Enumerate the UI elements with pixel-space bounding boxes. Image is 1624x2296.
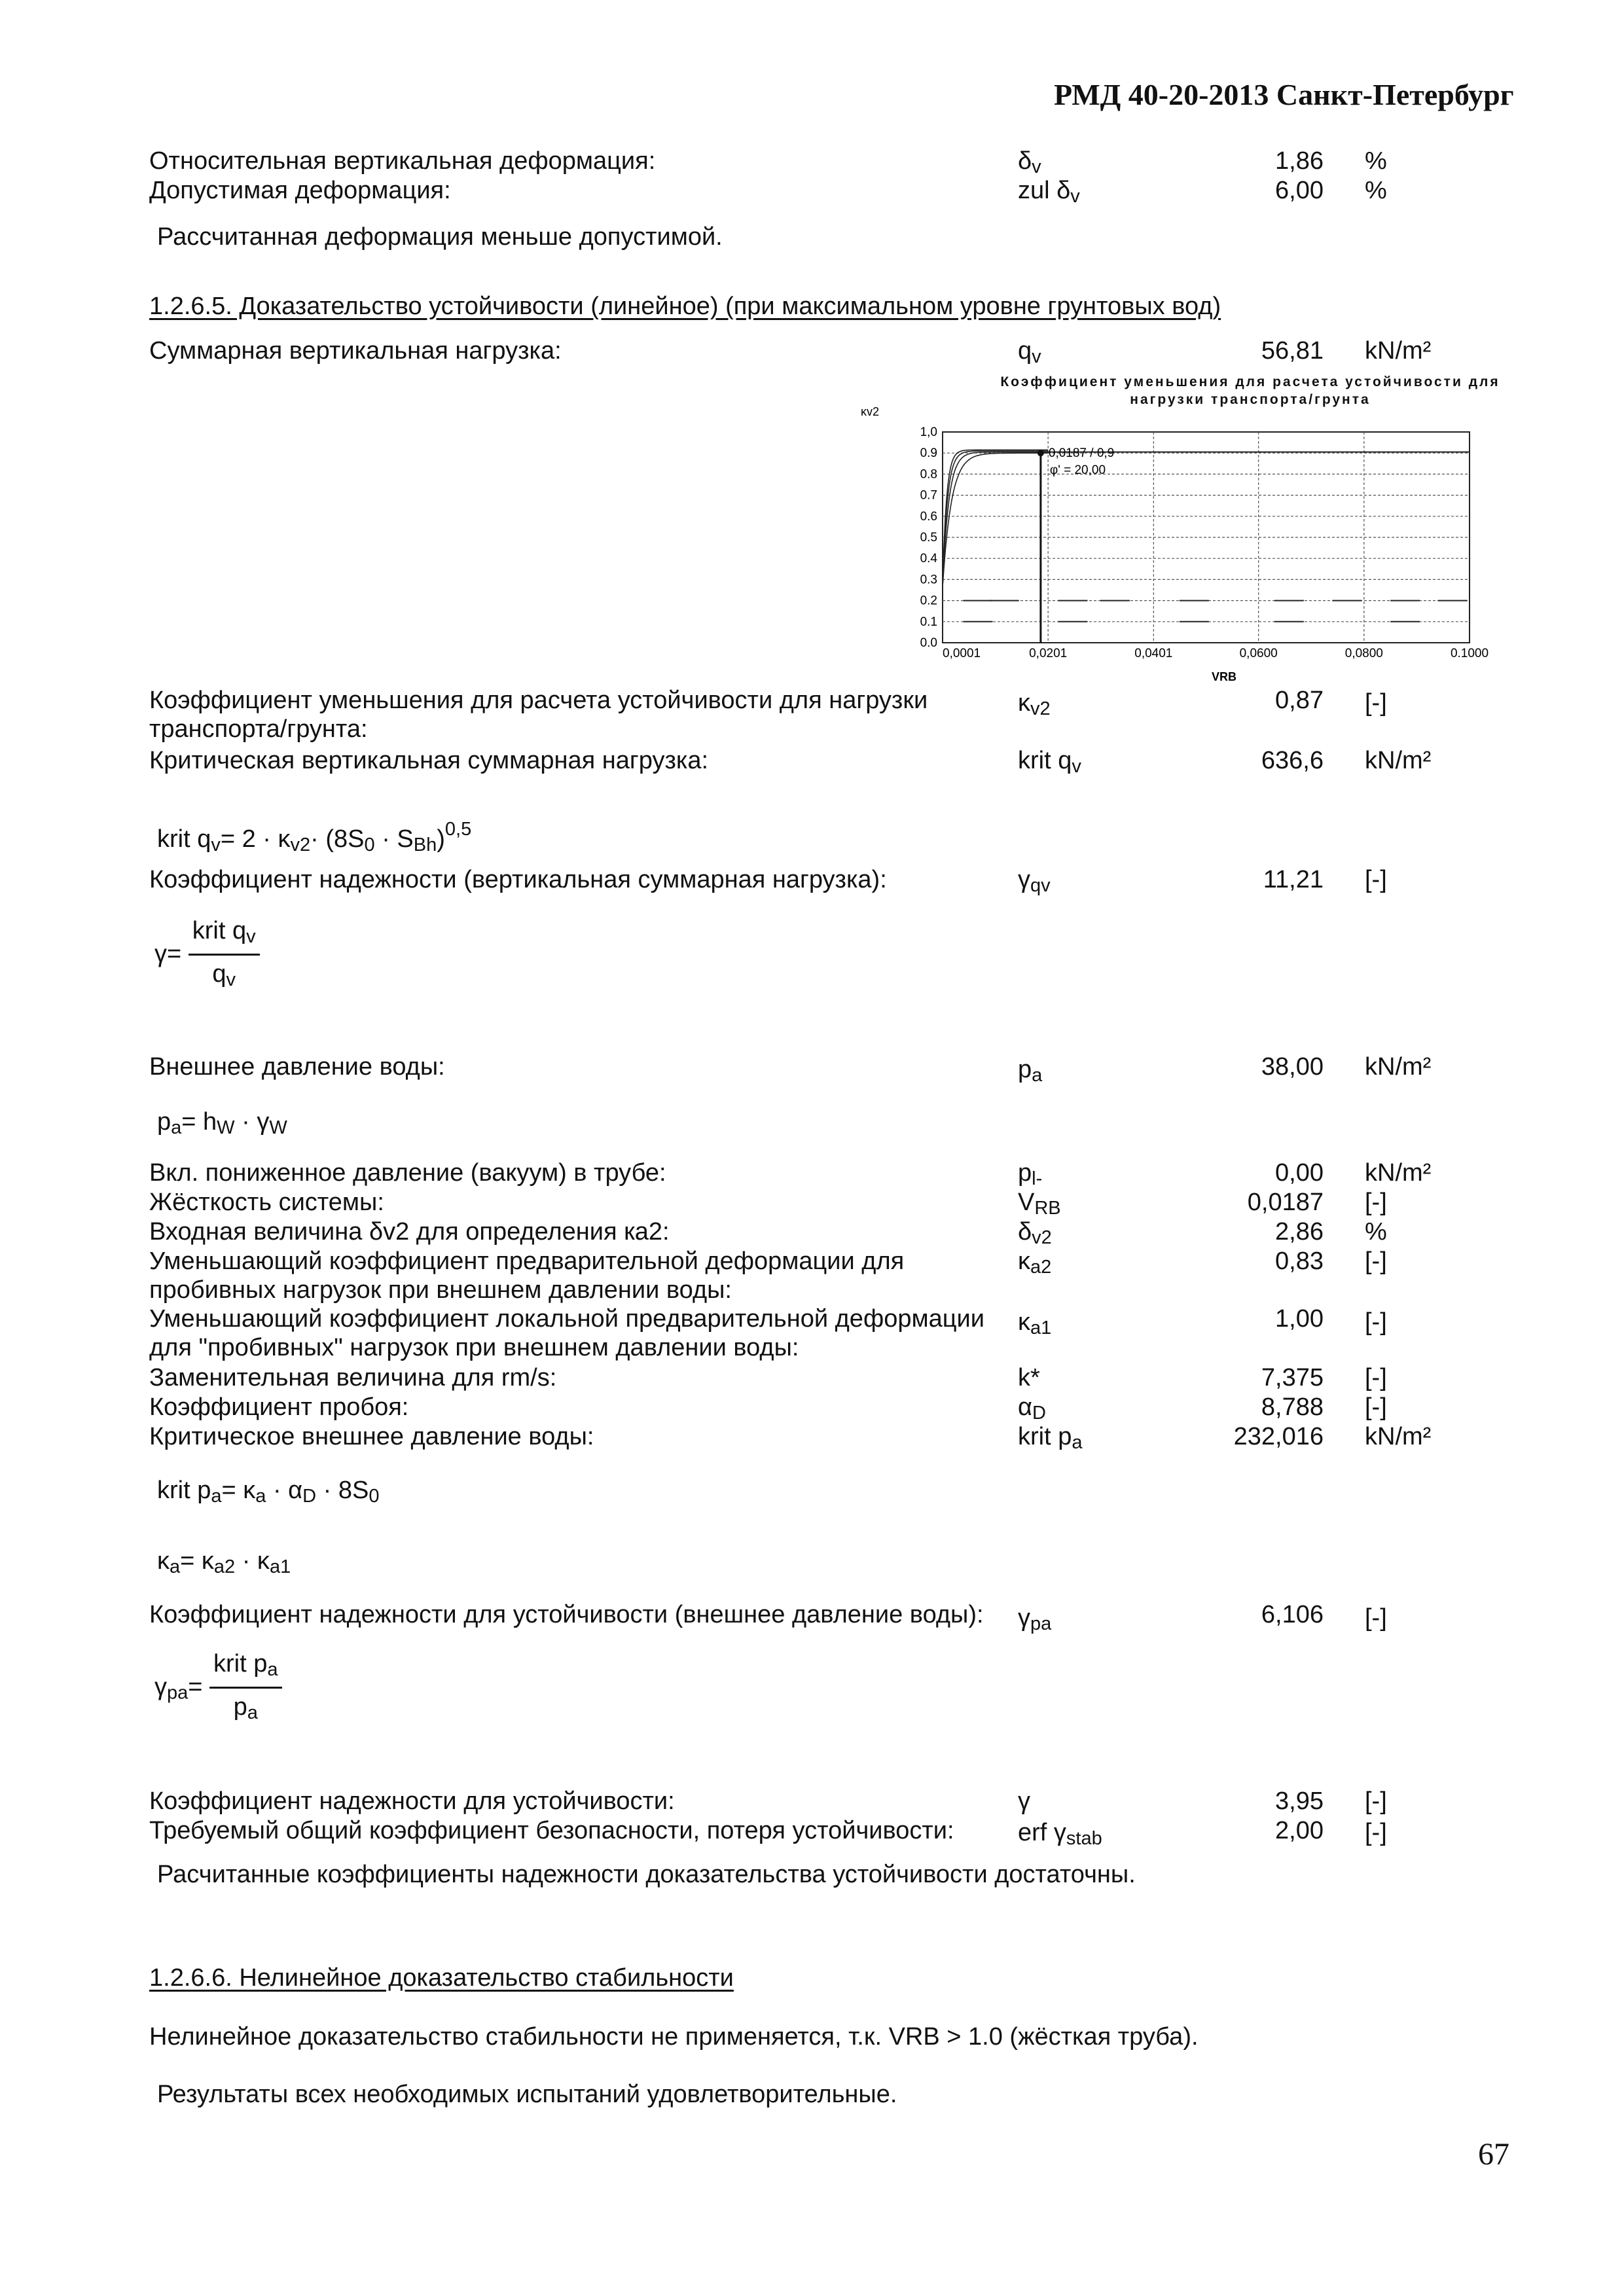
formula-gamma-pa: $\gamma_{pa}=$ $\frac{krit p_a}{p_a}$	[154, 1649, 282, 1727]
unit-k-star: [-]	[1365, 1364, 1387, 1391]
chart-curves	[943, 450, 1470, 621]
value-ka2: 0,83	[1275, 1247, 1324, 1275]
unit-pl: kN/m²	[1365, 1159, 1432, 1187]
formula-gamma: γ= $\frac{krit q_v}{q_v}$	[154, 916, 260, 994]
value-gamma-qv: 11,21	[1263, 866, 1324, 893]
chart-y-tick-label: 0.7	[920, 488, 937, 503]
chart-ticks	[920, 425, 1489, 660]
unit-qv: kN/m²	[1365, 337, 1432, 365]
chart-x-tick-label: 0,0800	[1344, 647, 1383, 660]
value-delta-v: 1,86	[1275, 147, 1324, 175]
symbol-erf-gamma-stab: erf $\gamma_{stab}$	[1018, 1819, 1102, 1849]
value-gamma-pa: 6,106	[1261, 1601, 1324, 1628]
chart-y-tick-label: 0.9	[920, 446, 937, 461]
chart-y-label: κv2	[861, 405, 880, 418]
chart-curve	[943, 452, 1048, 586]
label-gamma-pa: Коэффициент надежности для устойчивости (внешнее давление воды):	[149, 1601, 984, 1628]
unit-kv2: [-]	[1365, 689, 1387, 717]
symbol-qv: $q_v$	[1018, 337, 1041, 367]
label-vacuum: Вкл. пониженное давление (вакуум) в трубе:	[149, 1159, 666, 1187]
label-gamma-qv: Коэффициент надежности (вертикальная суммарная нагрузка):	[149, 866, 887, 893]
symbol-zul-delta-v: zul $\delta_v$	[1018, 177, 1080, 207]
formula-pa: $p_a= h_W \cdot \gamma_W$	[157, 1108, 287, 1138]
chart-y-tick-label: 0.3	[920, 573, 937, 587]
label-krit-qv: Критическая вертикальная суммарная нагрузка:	[149, 747, 709, 774]
unit-zul-delta-v: %	[1365, 177, 1387, 204]
chart-x-tick-label: 0,0600	[1239, 647, 1278, 660]
label-krit-pa: Критическое внешнее давление воды:	[149, 1423, 594, 1450]
value-krit-pa: 232,016	[1233, 1423, 1324, 1450]
chart-y-tick-label: 0.0	[920, 636, 937, 650]
symbol-krit-qv: krit $q_v$	[1018, 747, 1081, 777]
chart-title-wrap	[975, 373, 1525, 412]
unit-pa: kN/m²	[1365, 1053, 1432, 1081]
symbol-ka2: $\kappa_{a2}$	[1018, 1247, 1052, 1278]
label-alpha-d: Коэффициент пробоя:	[149, 1393, 409, 1421]
symbol-ka1: $\kappa_{a1}$	[1018, 1308, 1052, 1338]
unit-gamma-pa: [-]	[1365, 1604, 1387, 1632]
fraction-gamma: $\frac{krit q_v}{q_v}$	[189, 916, 260, 994]
label-relative-deformation: Относительная вертикальная деформация:	[149, 147, 656, 175]
label-pa: Внешнее давление воды:	[149, 1053, 445, 1081]
label-total-vertical-load: Суммарная вертикальная нагрузка:	[149, 337, 562, 365]
unit-ka1: [-]	[1365, 1308, 1387, 1336]
value-ka1: 1,00	[1275, 1305, 1324, 1333]
kv2-reduction-chart	[851, 367, 1525, 681]
symbol-gamma-qv: $\gamma_{qv}$	[1018, 866, 1051, 896]
label-kv2-line1: Коэффициент уменьшения для расчета устойчивости для нагрузки	[149, 687, 928, 714]
chart-y-tick-label: 1,0	[920, 425, 937, 439]
chart-y-tick-label: 0.2	[920, 594, 937, 608]
unit-ka2: [-]	[1365, 1247, 1387, 1275]
chart-marker-point	[1038, 450, 1044, 456]
symbol-kv2: $\kappa_{v2}$	[1018, 689, 1051, 719]
symbol-gamma-pa: $\gamma_{pa}$	[1018, 1604, 1052, 1634]
value-krit-qv: 636,6	[1261, 747, 1324, 774]
symbol-vrb: $V_{RB}$	[1018, 1189, 1061, 1219]
chart-annotation-phi: φ' = 20,00	[1049, 463, 1106, 478]
chart-y-tick-label: 0.1	[920, 615, 937, 629]
nonlinear-proof-text: Нелинейное доказательство стабильности не применяется, т.к. VRB > 1.0 (жёсткая труба).	[149, 2023, 1199, 2051]
unit-krit-qv: kN/m²	[1365, 747, 1432, 774]
label-ka2-line2: пробивных нагрузок при внешнем давлении воды:	[149, 1276, 732, 1304]
label-gamma-stability: Коэффициент надежности для устойчивости:	[149, 1787, 675, 1815]
chart-x-tick-label: 0,0401	[1134, 647, 1173, 660]
stability-conclusion: Расчитанные коэффициенты надежности доказательства устойчивости достаточны.	[157, 1861, 1136, 1888]
chart-marker-group	[1038, 450, 1044, 643]
symbol-delta-v2: $\delta_{v2}$	[1018, 1218, 1052, 1248]
deformation-conclusion: Рассчитанная деформация меньше допустимой.	[157, 223, 723, 251]
label-ka1-line2: для "пробивных" нагрузок при внешнем давлении воды:	[149, 1334, 799, 1361]
value-alpha-d: 8,788	[1261, 1393, 1324, 1421]
fraction-gamma-pa: $\frac{krit p_a}{p_a}$	[209, 1649, 282, 1727]
label-delta-v2: Входная величина δv2 для определения кa2:	[149, 1218, 670, 1246]
label-k-star: Заменительная величина для rm/s:	[149, 1364, 557, 1391]
chart-y-tick-label: 0.4	[920, 552, 937, 566]
chart-x-label: VRB	[1211, 670, 1237, 681]
symbol-pa: $p_a$	[1018, 1056, 1043, 1086]
symbol-pl: $p_{l-}$	[1018, 1159, 1043, 1189]
chart-x-tick-label: 0,0201	[1029, 647, 1068, 660]
value-erf-gamma-stab: 2,00	[1275, 1817, 1324, 1844]
chart-grid	[943, 432, 1470, 643]
unit-erf-gamma-stab: [-]	[1365, 1819, 1387, 1846]
value-pl: 0,00	[1275, 1159, 1324, 1187]
unit-gamma: [-]	[1365, 1787, 1387, 1815]
value-vrb: 0,0187	[1247, 1189, 1324, 1216]
value-pa: 38,00	[1261, 1053, 1324, 1081]
value-gamma: 3,95	[1275, 1787, 1324, 1815]
chart-title: Коэффициент уменьшения для расчета устойчивости для нагрузки транспорта/грунта	[1000, 374, 1500, 407]
chart-y-tick-label: 0.6	[920, 509, 937, 524]
label-kv2-line2: транспорта/грунта:	[149, 715, 368, 743]
unit-krit-pa: kN/m²	[1365, 1423, 1432, 1450]
chart-y-tick-label: 0.5	[920, 531, 937, 545]
unit-vrb: [-]	[1365, 1189, 1387, 1216]
formula-krit-pa: krit $p_a= \kappa_a \cdot \alpha_D \cdot 8S_0$	[157, 1477, 380, 1507]
unit-gamma-qv: [-]	[1365, 866, 1387, 893]
section-heading-1265: 1.2.6.5. Доказательство устойчивости (линейное) (при максимальном уровне грунтовых вод)	[149, 293, 1221, 320]
label-allowed-deformation: Допустимая деформация:	[149, 177, 451, 204]
chart-annotation-point: 0,0187 / 0,9	[1048, 446, 1115, 461]
symbol-gamma: γ	[1018, 1787, 1030, 1815]
chart-x-tick-label: 0.1000	[1450, 647, 1489, 660]
label-ka1-line1: Уменьшающий коэффициент локальной предварительной деформации	[149, 1305, 984, 1333]
symbol-k-star: k*	[1018, 1364, 1040, 1391]
chart-curve	[943, 450, 1048, 586]
formula-ka: $\kappa_a= \kappa_{a2} \cdot \kappa_{a1}$	[157, 1547, 291, 1577]
value-kv2: 0,87	[1275, 687, 1324, 714]
final-statement: Результаты всех необходимых испытаний удовлетворительные.	[157, 2081, 897, 2108]
formula-krit-qv: krit $q_v= 2 \cdot \kappa_{v2}\cdot (8S_0 \cdot S_{Bh})^{0,5}$	[157, 819, 472, 855]
unit-alpha-d: [-]	[1365, 1393, 1387, 1421]
chart-curve	[943, 451, 1048, 586]
unit-delta-v: %	[1365, 147, 1387, 175]
symbol-alpha-d: $\alpha_D$	[1018, 1393, 1046, 1424]
symbol-delta-v: $\delta_v$	[1018, 147, 1041, 177]
section-heading-1266: 1.2.6.6. Нелинейное доказательство стабильности	[149, 1964, 734, 1992]
label-ka2-line1: Уменьшающий коэффициент предварительной деформации для	[149, 1247, 905, 1275]
value-k-star: 7,375	[1261, 1364, 1324, 1391]
chart-x-tick-label: 0,0001	[943, 647, 981, 660]
value-zul-delta-v: 6,00	[1275, 177, 1324, 204]
unit-delta-v2: %	[1365, 1218, 1387, 1246]
value-qv: 56,81	[1261, 337, 1324, 365]
symbol-krit-pa: krit $p_a$	[1018, 1423, 1083, 1453]
chart-y-tick-label: 0.8	[920, 467, 937, 482]
label-system-stiffness: Жёсткость системы:	[149, 1189, 384, 1216]
label-erf-gamma-stab: Требуемый общий коэффициент безопасности, потеря устойчивости:	[149, 1817, 954, 1844]
chart-curve	[943, 453, 1048, 586]
document-header: РМД 40-20-2013 Санкт-Петербург	[1054, 78, 1514, 111]
page-number: 67	[1478, 2137, 1509, 2172]
value-delta-v2: 2,86	[1275, 1218, 1324, 1246]
